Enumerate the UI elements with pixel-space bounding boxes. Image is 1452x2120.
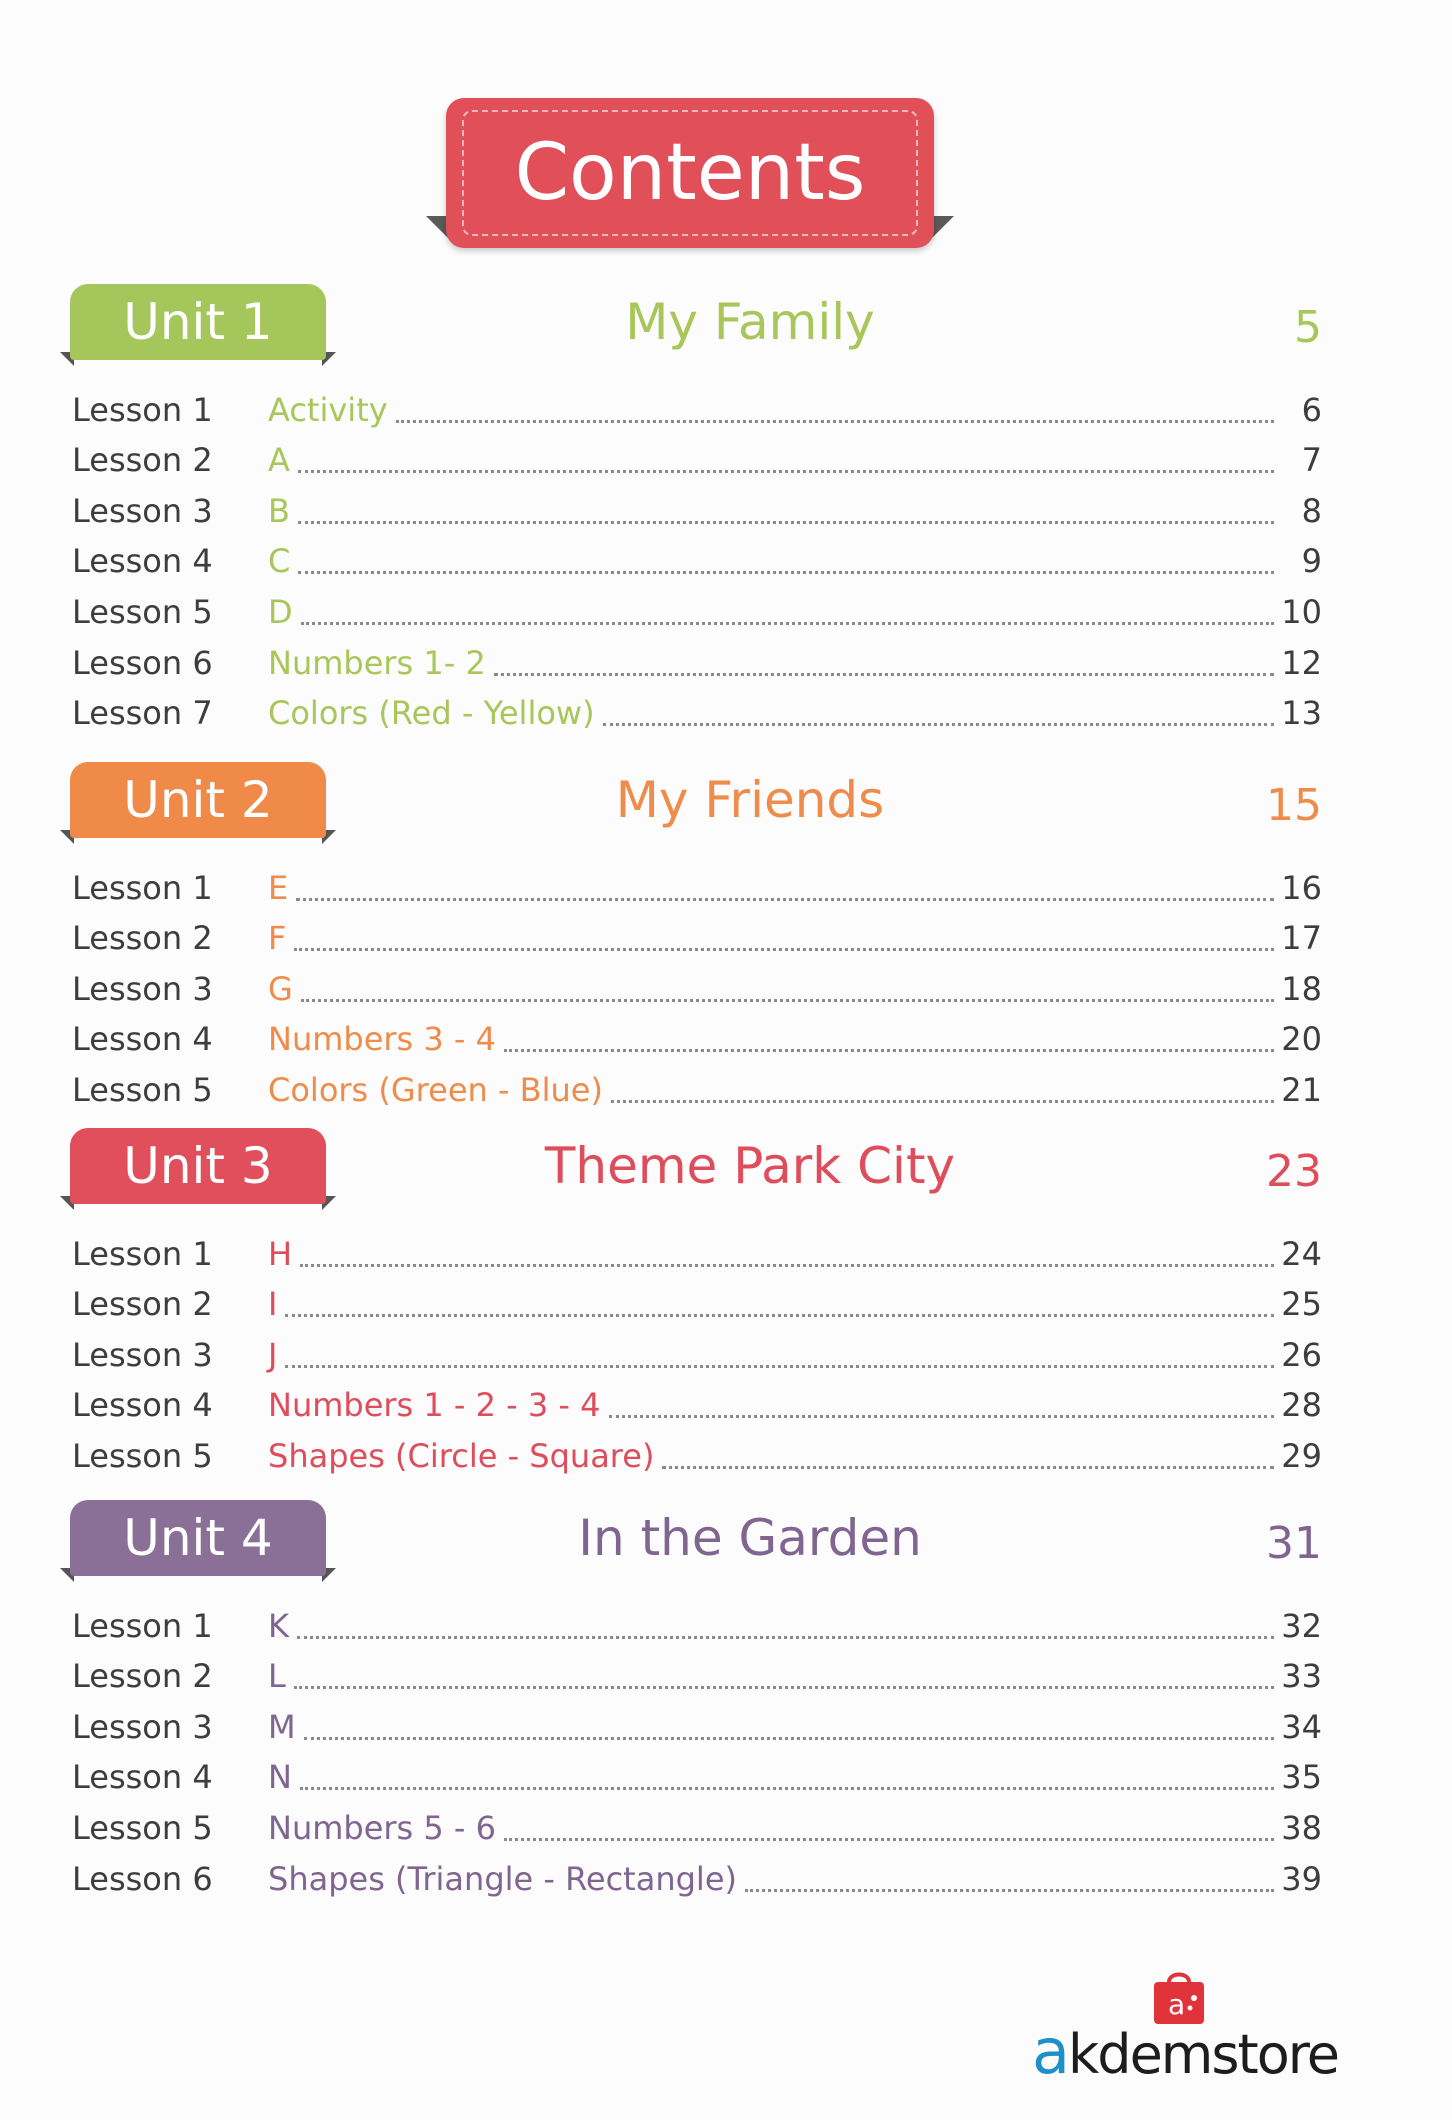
lesson-page-number: 25 [1281, 1285, 1322, 1324]
lesson-page-number: 8 [1301, 491, 1322, 530]
lesson-row[interactable] [72, 1275, 1322, 1326]
logo-wordmark [1030, 2015, 1340, 2088]
lesson-label: Lesson 4 [72, 542, 213, 581]
lesson-topic: G [268, 969, 293, 1008]
lesson-row[interactable] [72, 1060, 1322, 1111]
unit-label: Unit 2 [70, 762, 326, 838]
dot-leader [298, 563, 1274, 574]
lesson-row[interactable] [72, 1697, 1322, 1748]
dot-leader [301, 991, 1274, 1002]
lesson-topic: B [268, 491, 290, 530]
lesson-topic: H [268, 1234, 293, 1273]
lesson-label: Lesson 6 [72, 1859, 213, 1898]
page-title: Contents [514, 128, 866, 218]
lesson-label: Lesson 5 [72, 1436, 213, 1475]
lesson-topic: I [268, 1285, 278, 1324]
lesson-topic: M [268, 1707, 296, 1746]
dot-leader [611, 1092, 1274, 1103]
lesson-topic: F [268, 919, 287, 958]
logo-rest: kdemstore [1068, 2023, 1338, 2086]
unit-title: My Family [625, 293, 875, 351]
lesson-topic: D [268, 592, 293, 631]
lesson-label: Lesson 5 [72, 592, 213, 631]
lesson-label: Lesson 3 [72, 1335, 213, 1374]
lesson-row[interactable] [72, 959, 1322, 1010]
lesson-label: Lesson 2 [72, 919, 213, 958]
lesson-row[interactable] [72, 1849, 1322, 1900]
lesson-list [72, 858, 1322, 1111]
unit-tab [60, 284, 336, 364]
unit-title: In the Garden [578, 1509, 922, 1567]
lesson-label: Lesson 1 [72, 868, 213, 907]
lesson-page-number: 10 [1281, 592, 1322, 631]
lesson-topic: C [268, 542, 291, 581]
lesson-page-number: 26 [1281, 1335, 1322, 1374]
banner-ribbon [446, 98, 934, 248]
lesson-label: Lesson 4 [72, 1386, 213, 1425]
lesson-list [72, 380, 1322, 734]
lesson-page-number: 32 [1281, 1606, 1322, 1645]
lesson-row[interactable] [72, 582, 1322, 633]
logo-bag-letter: a [1168, 1988, 1186, 2021]
dot-leader [745, 1881, 1274, 1892]
lesson-label: Lesson 1 [72, 1234, 213, 1273]
unit-label: Unit 3 [70, 1128, 326, 1204]
dot-leader [300, 1779, 1274, 1790]
unit-page-number: 31 [1266, 1518, 1322, 1569]
lesson-label: Lesson 6 [72, 643, 213, 682]
dot-leader [662, 1458, 1274, 1469]
lesson-row[interactable] [72, 633, 1322, 684]
lesson-list [72, 1224, 1322, 1477]
unit-title: My Friends [615, 771, 885, 829]
contents-banner [420, 98, 960, 248]
lesson-row[interactable] [72, 532, 1322, 583]
unit-tab [60, 1128, 336, 1208]
lesson-topic: Numbers 3 - 4 [268, 1020, 496, 1059]
lesson-topic: Colors (Red - Yellow) [268, 694, 595, 733]
lesson-label: Lesson 4 [72, 1758, 213, 1797]
lesson-row[interactable] [72, 1798, 1322, 1849]
lesson-page-number: 9 [1301, 542, 1322, 581]
lesson-topic: Shapes (Circle - Square) [268, 1436, 655, 1475]
unit-page-number: 15 [1266, 780, 1322, 831]
lesson-label: Lesson 5 [72, 1808, 213, 1847]
dot-leader [285, 1357, 1274, 1368]
lesson-page-number: 29 [1281, 1436, 1322, 1475]
lesson-row[interactable] [72, 1647, 1322, 1698]
unit-tab [60, 762, 336, 842]
dot-leader [609, 1407, 1275, 1418]
lesson-label: Lesson 2 [72, 1285, 213, 1324]
unit-tab [60, 1500, 336, 1580]
lesson-topic: Shapes (Triangle - Rectangle) [268, 1859, 737, 1898]
dot-leader [504, 1830, 1274, 1841]
lesson-row[interactable] [72, 1325, 1322, 1376]
lesson-page-number: 13 [1281, 694, 1322, 733]
dot-leader [294, 1678, 1274, 1689]
lesson-label: Lesson 2 [72, 441, 213, 480]
lesson-topic: E [268, 868, 289, 907]
lesson-page-number: 6 [1301, 390, 1322, 429]
lesson-label: Lesson 7 [72, 694, 213, 733]
unit-title: Theme Park City [544, 1137, 956, 1195]
lesson-label: Lesson 3 [72, 491, 213, 530]
lesson-row[interactable] [72, 1376, 1322, 1427]
lesson-label: Lesson 1 [72, 1606, 213, 1645]
unit-label: Unit 4 [70, 1500, 326, 1576]
lesson-page-number: 35 [1281, 1758, 1322, 1797]
lesson-row[interactable] [72, 380, 1322, 431]
dot-leader [294, 940, 1274, 951]
lesson-topic: Numbers 5 - 6 [268, 1808, 496, 1847]
lesson-label: Lesson 2 [72, 1657, 213, 1696]
dot-leader [296, 890, 1274, 901]
dot-leader [504, 1041, 1274, 1052]
lesson-topic: Colors (Green - Blue) [268, 1070, 603, 1109]
lesson-row[interactable] [72, 1010, 1322, 1061]
dot-leader [494, 665, 1274, 676]
lesson-topic: Numbers 1- 2 [268, 643, 486, 682]
lesson-page-number: 24 [1281, 1234, 1322, 1273]
lesson-topic: K [268, 1606, 289, 1645]
lesson-page-number: 17 [1281, 919, 1322, 958]
lesson-page-number: 28 [1281, 1386, 1322, 1425]
lesson-page-number: 7 [1301, 441, 1322, 480]
lesson-row[interactable] [72, 431, 1322, 482]
lesson-row[interactable] [72, 858, 1322, 909]
lesson-topic: Numbers 1 - 2 - 3 - 4 [268, 1386, 601, 1425]
lesson-label: Lesson 4 [72, 1020, 213, 1059]
dot-leader [396, 412, 1274, 423]
dot-leader [301, 614, 1274, 625]
lesson-page-number: 33 [1281, 1657, 1322, 1696]
lesson-list [72, 1596, 1322, 1900]
lesson-row[interactable] [72, 1426, 1322, 1477]
lesson-label: Lesson 3 [72, 1707, 213, 1746]
shopping-bag-icon [1150, 1970, 1208, 2026]
lesson-page-number: 12 [1281, 643, 1322, 682]
lesson-page-number: 16 [1281, 868, 1322, 907]
dot-leader [603, 715, 1274, 726]
lesson-topic: A [268, 441, 290, 480]
dot-leader [304, 1729, 1274, 1740]
lesson-row[interactable] [72, 1224, 1322, 1275]
logo-first-letter: a [1032, 2015, 1069, 2088]
lesson-page-number: 21 [1281, 1070, 1322, 1109]
lesson-row[interactable] [72, 1748, 1322, 1799]
lesson-row[interactable] [72, 1596, 1322, 1647]
lesson-row[interactable] [72, 684, 1322, 735]
lesson-topic: N [268, 1758, 292, 1797]
unit-page-number: 5 [1294, 302, 1322, 353]
lesson-row[interactable] [72, 481, 1322, 532]
lesson-page-number: 39 [1281, 1859, 1322, 1898]
unit-page-number: 23 [1266, 1146, 1322, 1197]
lesson-page-number: 18 [1281, 969, 1322, 1008]
dot-leader [298, 462, 1274, 473]
unit-label: Unit 1 [70, 284, 326, 360]
lesson-topic: J [268, 1335, 278, 1374]
dot-leader [297, 1628, 1274, 1639]
lesson-label: Lesson 3 [72, 969, 213, 1008]
lesson-topic: Activity [268, 390, 388, 429]
lesson-label: Lesson 5 [72, 1070, 213, 1109]
dot-leader [285, 1306, 1274, 1317]
akdemstore-logo [1030, 1970, 1340, 2090]
dot-leader [298, 513, 1274, 524]
lesson-page-number: 34 [1281, 1707, 1322, 1746]
lesson-label: Lesson 1 [72, 390, 213, 429]
lesson-row[interactable] [72, 909, 1322, 960]
lesson-page-number: 38 [1281, 1808, 1322, 1847]
dot-leader [300, 1256, 1274, 1267]
lesson-topic: L [268, 1657, 286, 1696]
lesson-page-number: 20 [1281, 1020, 1322, 1059]
